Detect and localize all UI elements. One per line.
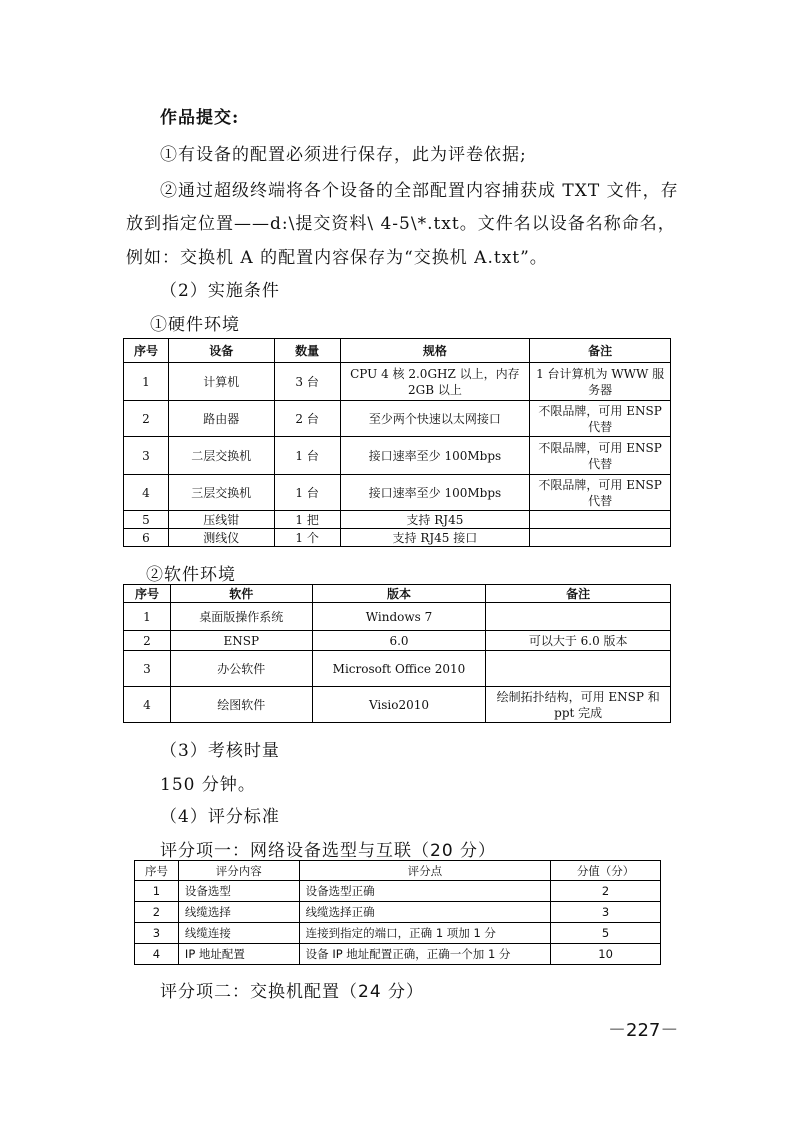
table-cell: 4 [124,687,171,723]
software-header-row [124,585,671,603]
table-cell: 测线仪 [168,529,274,547]
table-row [124,631,671,651]
header-cell: 评分内容 [178,861,299,881]
table-cell: 10 [551,944,661,965]
table-cell [486,603,671,631]
table-cell: 三层交换机 [168,475,274,511]
table-cell: 6 [124,529,169,547]
table-cell: 4 [135,944,179,965]
table-cell: ENSP [170,631,312,651]
duration-heading: （3）考核时量 [160,741,280,761]
submission-item-2-line-1: ②通过超级终端将各个设备的全部配置内容捕获成 TXT 文件，存 [160,181,679,201]
submission-item-1: ①有设备的配置必须进行保存，此为评卷依据; [160,145,527,165]
table-cell: 6.0 [312,631,486,651]
table-cell: 1 台 [274,437,340,475]
table-cell: 2 [124,401,169,437]
table-cell: 支持 RJ45 接口 [340,529,530,547]
table-row [124,437,671,475]
table-cell: 5 [124,511,169,529]
conditions-heading: （2）实施条件 [160,281,280,301]
table-cell: 2 [135,902,179,923]
table-row [124,603,671,631]
header-cell: 备注 [530,339,671,363]
header-cell: 版本 [312,585,486,603]
table-row [124,363,671,401]
table-cell: 线缆连接 [178,923,299,944]
table-cell: 至少两个快速以太网接口 [340,401,530,437]
duration-value: 150 分钟。 [160,775,256,795]
header-cell: 数量 [274,339,340,363]
table-row [124,651,671,687]
table-cell: 线缆选择 [178,902,299,923]
table-row [135,923,661,944]
table-row [135,881,661,902]
table-cell: 路由器 [168,401,274,437]
table-cell: CPU 4 核 2.0GHZ 以上，内存 2GB 以上 [340,363,530,401]
table-row [124,529,671,547]
table-row [135,902,661,923]
table-cell: 1 把 [274,511,340,529]
score-table [134,860,661,965]
table-cell: 2 [551,881,661,902]
table-cell: 连接到指定的端口，正确 1 项加 1 分 [299,923,550,944]
table-cell: 2 [124,631,171,651]
hardware-table [123,338,671,547]
table-cell: 4 [124,475,169,511]
table-cell: 1 [135,881,179,902]
hardware-heading: ①硬件环境 [150,315,240,335]
score-header-row [135,861,661,881]
header-cell: 评分点 [299,861,550,881]
table-cell: 3 [135,923,179,944]
table-cell: 3 [124,437,169,475]
software-table [123,584,671,723]
table-cell: 桌面版操作系统 [170,603,312,631]
table-cell: 1 台计算机为 WWW 服务器 [530,363,671,401]
table-cell: 接口速率至少 100Mbps [340,475,530,511]
table-row [124,401,671,437]
table-cell: 1 [124,363,169,401]
header-cell: 分值（分） [551,861,661,881]
table-cell: 3 台 [274,363,340,401]
table-row [124,687,671,723]
table-cell: Microsoft Office 2010 [312,651,486,687]
table-cell: 压线钳 [168,511,274,529]
header-cell: 软件 [170,585,312,603]
header-cell: 序号 [124,585,171,603]
header-cell: 规格 [340,339,530,363]
table-cell: 设备选型 [178,881,299,902]
table-cell: 办公软件 [170,651,312,687]
table-cell: 绘图软件 [170,687,312,723]
table-cell: 不限品牌，可用 ENSP 代替 [530,475,671,511]
criteria-heading: （4）评分标准 [160,807,280,827]
table-cell: 接口速率至少 100Mbps [340,437,530,475]
table-cell: 1 台 [274,475,340,511]
table-row [124,475,671,511]
score-item-2-heading: 评分项二：交换机配置（24 分） [160,982,425,1002]
table-cell: 2 台 [274,401,340,437]
page-number: －227－ [608,1020,679,1041]
submission-item-2-line-3: 例如：交换机 A 的配置内容保存为“交换机 A.txt”。 [126,248,548,268]
table-cell: 设备 IP 地址配置正确，正确一个加 1 分 [299,944,550,965]
table-cell: 设备选型正确 [299,881,550,902]
table-cell: Visio2010 [312,687,486,723]
table-cell: 不限品牌，可用 ENSP 代替 [530,437,671,475]
table-cell: 二层交换机 [168,437,274,475]
table-cell: 绘制拓扑结构，可用 ENSP 和 ppt 完成 [486,687,671,723]
table-cell: 5 [551,923,661,944]
table-cell: 不限品牌，可用 ENSP 代替 [530,401,671,437]
table-cell: 1 [124,603,171,631]
table-cell: Windows 7 [312,603,486,631]
table-cell: 3 [124,651,171,687]
table-cell: 1 个 [274,529,340,547]
table-cell: 支持 RJ45 [340,511,530,529]
table-cell: IP 地址配置 [178,944,299,965]
table-cell: 线缆选择正确 [299,902,550,923]
header-cell: 备注 [486,585,671,603]
hardware-header-row [124,339,671,363]
table-cell: 计算机 [168,363,274,401]
software-heading: ②软件环境 [146,565,236,585]
table-cell: 可以大于 6.0 版本 [486,631,671,651]
score-item-1-heading: 评分项一：网络设备选型与互联（20 分） [160,841,497,861]
table-cell [530,511,671,529]
table-cell [530,529,671,547]
header-cell: 序号 [124,339,169,363]
header-cell: 设备 [168,339,274,363]
table-cell [486,651,671,687]
submission-heading: 作品提交: [160,108,240,128]
table-row [135,944,661,965]
header-cell: 序号 [135,861,179,881]
table-cell: 3 [551,902,661,923]
table-row [124,511,671,529]
submission-item-2-line-2: 放到指定位置——d:\提交资料\ 4-5\*.txt。文件名以设备名称命名， [126,214,676,234]
